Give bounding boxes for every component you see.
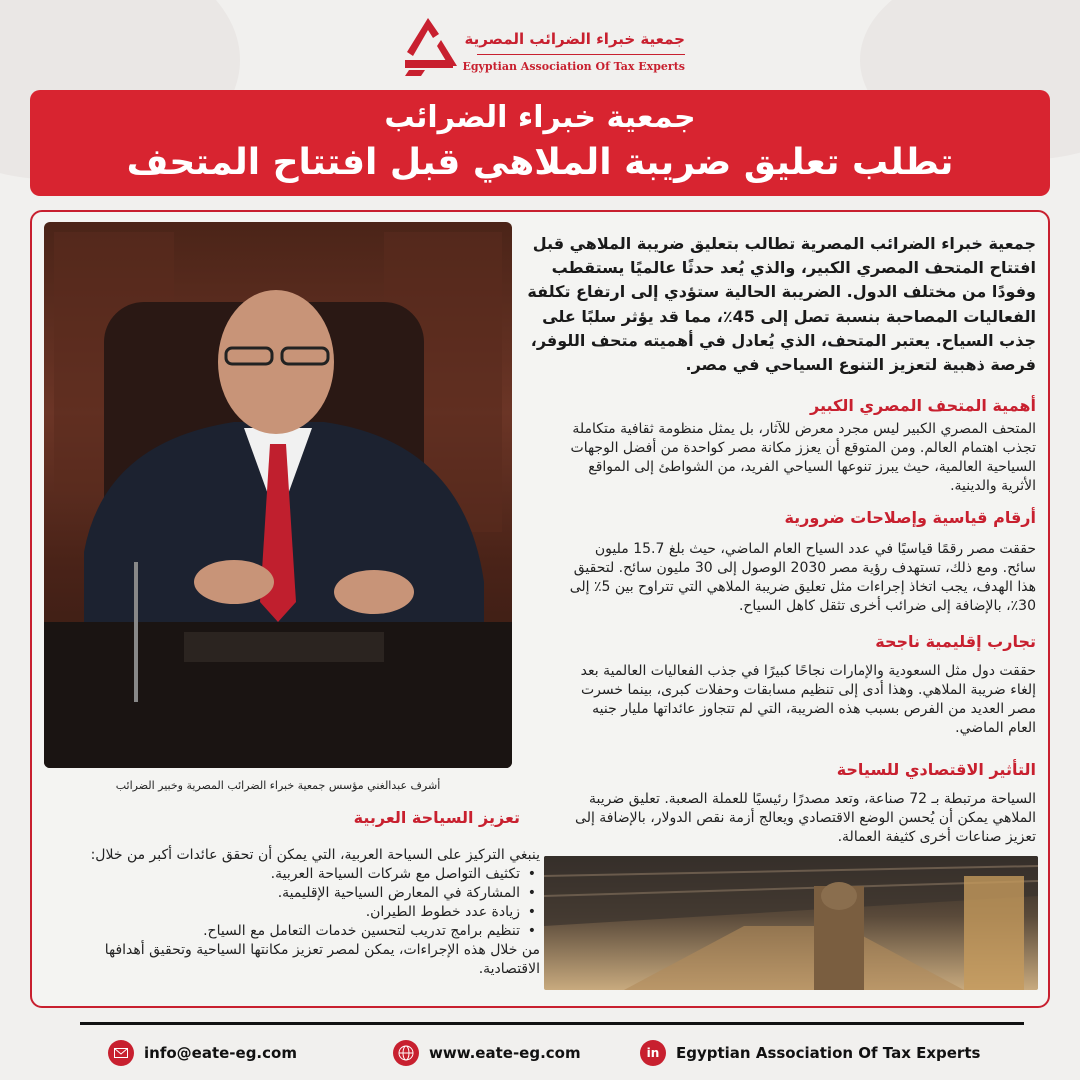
mail-icon	[108, 1040, 134, 1066]
logo-divider	[477, 54, 685, 55]
section-heading-arab-tourism: تعزيز السياحة العربية	[353, 808, 520, 827]
globe-icon	[393, 1040, 419, 1066]
linkedin-link[interactable]: Egyptian Association Of Tax Experts	[676, 1044, 981, 1062]
section-heading-regional: تجارب إقليمية ناجحة	[875, 632, 1036, 651]
email-link[interactable]: info@eate-eg.com	[144, 1044, 297, 1062]
triangle-logo-icon	[395, 14, 461, 80]
arab-tourism-block	[70, 846, 540, 979]
banner-title-line1: جمعية خبراء الضرائب	[384, 100, 696, 135]
footer-email[interactable]	[108, 1040, 297, 1066]
footer-divider	[80, 1022, 1024, 1025]
logo-arabic-name: جمعية خبراء الضرائب المصرية	[464, 30, 685, 48]
section-body-economic: السياحة مرتبطة بـ 72 صناعة، وتعد مصدرًا رئيسيًا للعملة الصعبة. تعليق ضريبة الملاهي يمكن أن يُحسن الوضع الاقتصادي ويعالج أزمة نقص الدولار، بالإضافة إلى تعزيز صناعات أخرى كثيفة العمالة.	[575, 791, 1036, 845]
photo-caption: أشرف عبدالغني مؤسس جمعية خبراء الضرائب المصرية وخبير الضرائب	[115, 779, 441, 792]
list-item: • زيادة عدد خطوط الطيران.	[70, 903, 540, 922]
banner-title-line2: تطلب تعليق ضريبة الملاهي قبل افتتاح المتحف	[126, 142, 954, 183]
intro-paragraph: جمعية خبراء الضرائب المصرية تطالب بتعليق ضريبة الملاهي قبل افتتاح المتحف المصري الكبير، والذي يُعد حدثًا عالميًا يستقطب وفودًا من مختلف الدول. الضريبة الحالية ستؤدي إلى ارتفاع تكلفة الفعاليات المصاحبة بنسبة تصل إلى 45٪، مما قد يؤثر سلبًا على جذب السياح. يعتبر المتحف، الذي يُعادل في أهميته متحف اللوفر، فرصة ذهبية لتعزيز التنوع السياحي في مصر.	[527, 234, 1036, 375]
section-heading-museum: أهمية المتحف المصري الكبير	[810, 396, 1036, 415]
arab-tourism-intro: ينبغي التركيز على السياحة العربية، التي يمكن أن تحقق عائدات أكبر من خلال:	[90, 847, 540, 863]
list-item: • تنظيم برامج تدريب لتحسين خدمات التعامل مع السياح.	[70, 922, 540, 941]
list-item: • تكثيف التواصل مع شركات السياحة العربية.	[70, 865, 540, 884]
logo-english-name: Egyptian Association Of Tax Experts	[462, 60, 685, 73]
section-body-records: حققت مصر رقمًا قياسيًا في عدد السياح العام الماضي، حيث بلغ 15.7 مليون سائح. ومع ذلك، تستهدف رؤية مصر 2030 الوصول إلى 30 مليون سائح. لتحقيق هذا الهدف، يجب اتخاذ إجراءات مثل تعليق ضريبة الملاهي التي تتراوح بين 5٪ إلى 30٪، بالإضافة إلى ضرائب أخرى تثقل كاهل السياح.	[569, 541, 1036, 614]
footer-website[interactable]	[393, 1040, 581, 1066]
portrait-photo	[44, 222, 512, 768]
footer-linkedin[interactable]	[640, 1040, 980, 1066]
section-body-regional: حققت دول مثل السعودية والإمارات نجاحًا كبيرًا في جذب الفعاليات العالمية بعد إلغاء ضريبة الملاهي. وهذا أدى إلى تنظيم مسابقات وحفلات كبرى، بينما خسرت مصر العديد من الفرص بسبب هذه الضريبة، التي لم تتجاوز عائداتها مليار جنيه العام الماضي.	[580, 663, 1036, 736]
website-link[interactable]: www.eate-eg.com	[429, 1044, 581, 1062]
section-heading-records: أرقام قياسية وإصلاحات ضرورية	[784, 508, 1036, 527]
list-item: • المشاركة في المعارض السياحية الإقليمية.	[70, 884, 540, 903]
museum-photo	[544, 856, 1038, 990]
title-banner	[30, 90, 1050, 196]
section-body-museum: المتحف المصري الكبير ليس مجرد معرض للآثار، بل يمثل منظومة ثقافية متكاملة تجذب اهتمام العالم. ومن المتوقع أن يعزز مكانة مصر كواحدة من أفضل الوجهات السياحية العالمية، حيث يبرز تنوعها السياحي الفريد، من الشواطئ إلى المواقع الأثرية والدينية.	[570, 421, 1036, 494]
association-logo	[395, 14, 695, 80]
arab-tourism-list	[70, 865, 540, 941]
portrait-illustration	[44, 222, 512, 768]
linkedin-icon: in	[640, 1040, 666, 1066]
arab-tourism-outro: من خلال هذه الإجراءات، يمكن لمصر تعزيز مكانتها السياحية وتحقيق أهدافها الاقتصادية.	[104, 942, 540, 977]
section-heading-economic: التأثير الاقتصادي للسياحة	[836, 760, 1036, 779]
museum-illustration	[544, 856, 1038, 990]
